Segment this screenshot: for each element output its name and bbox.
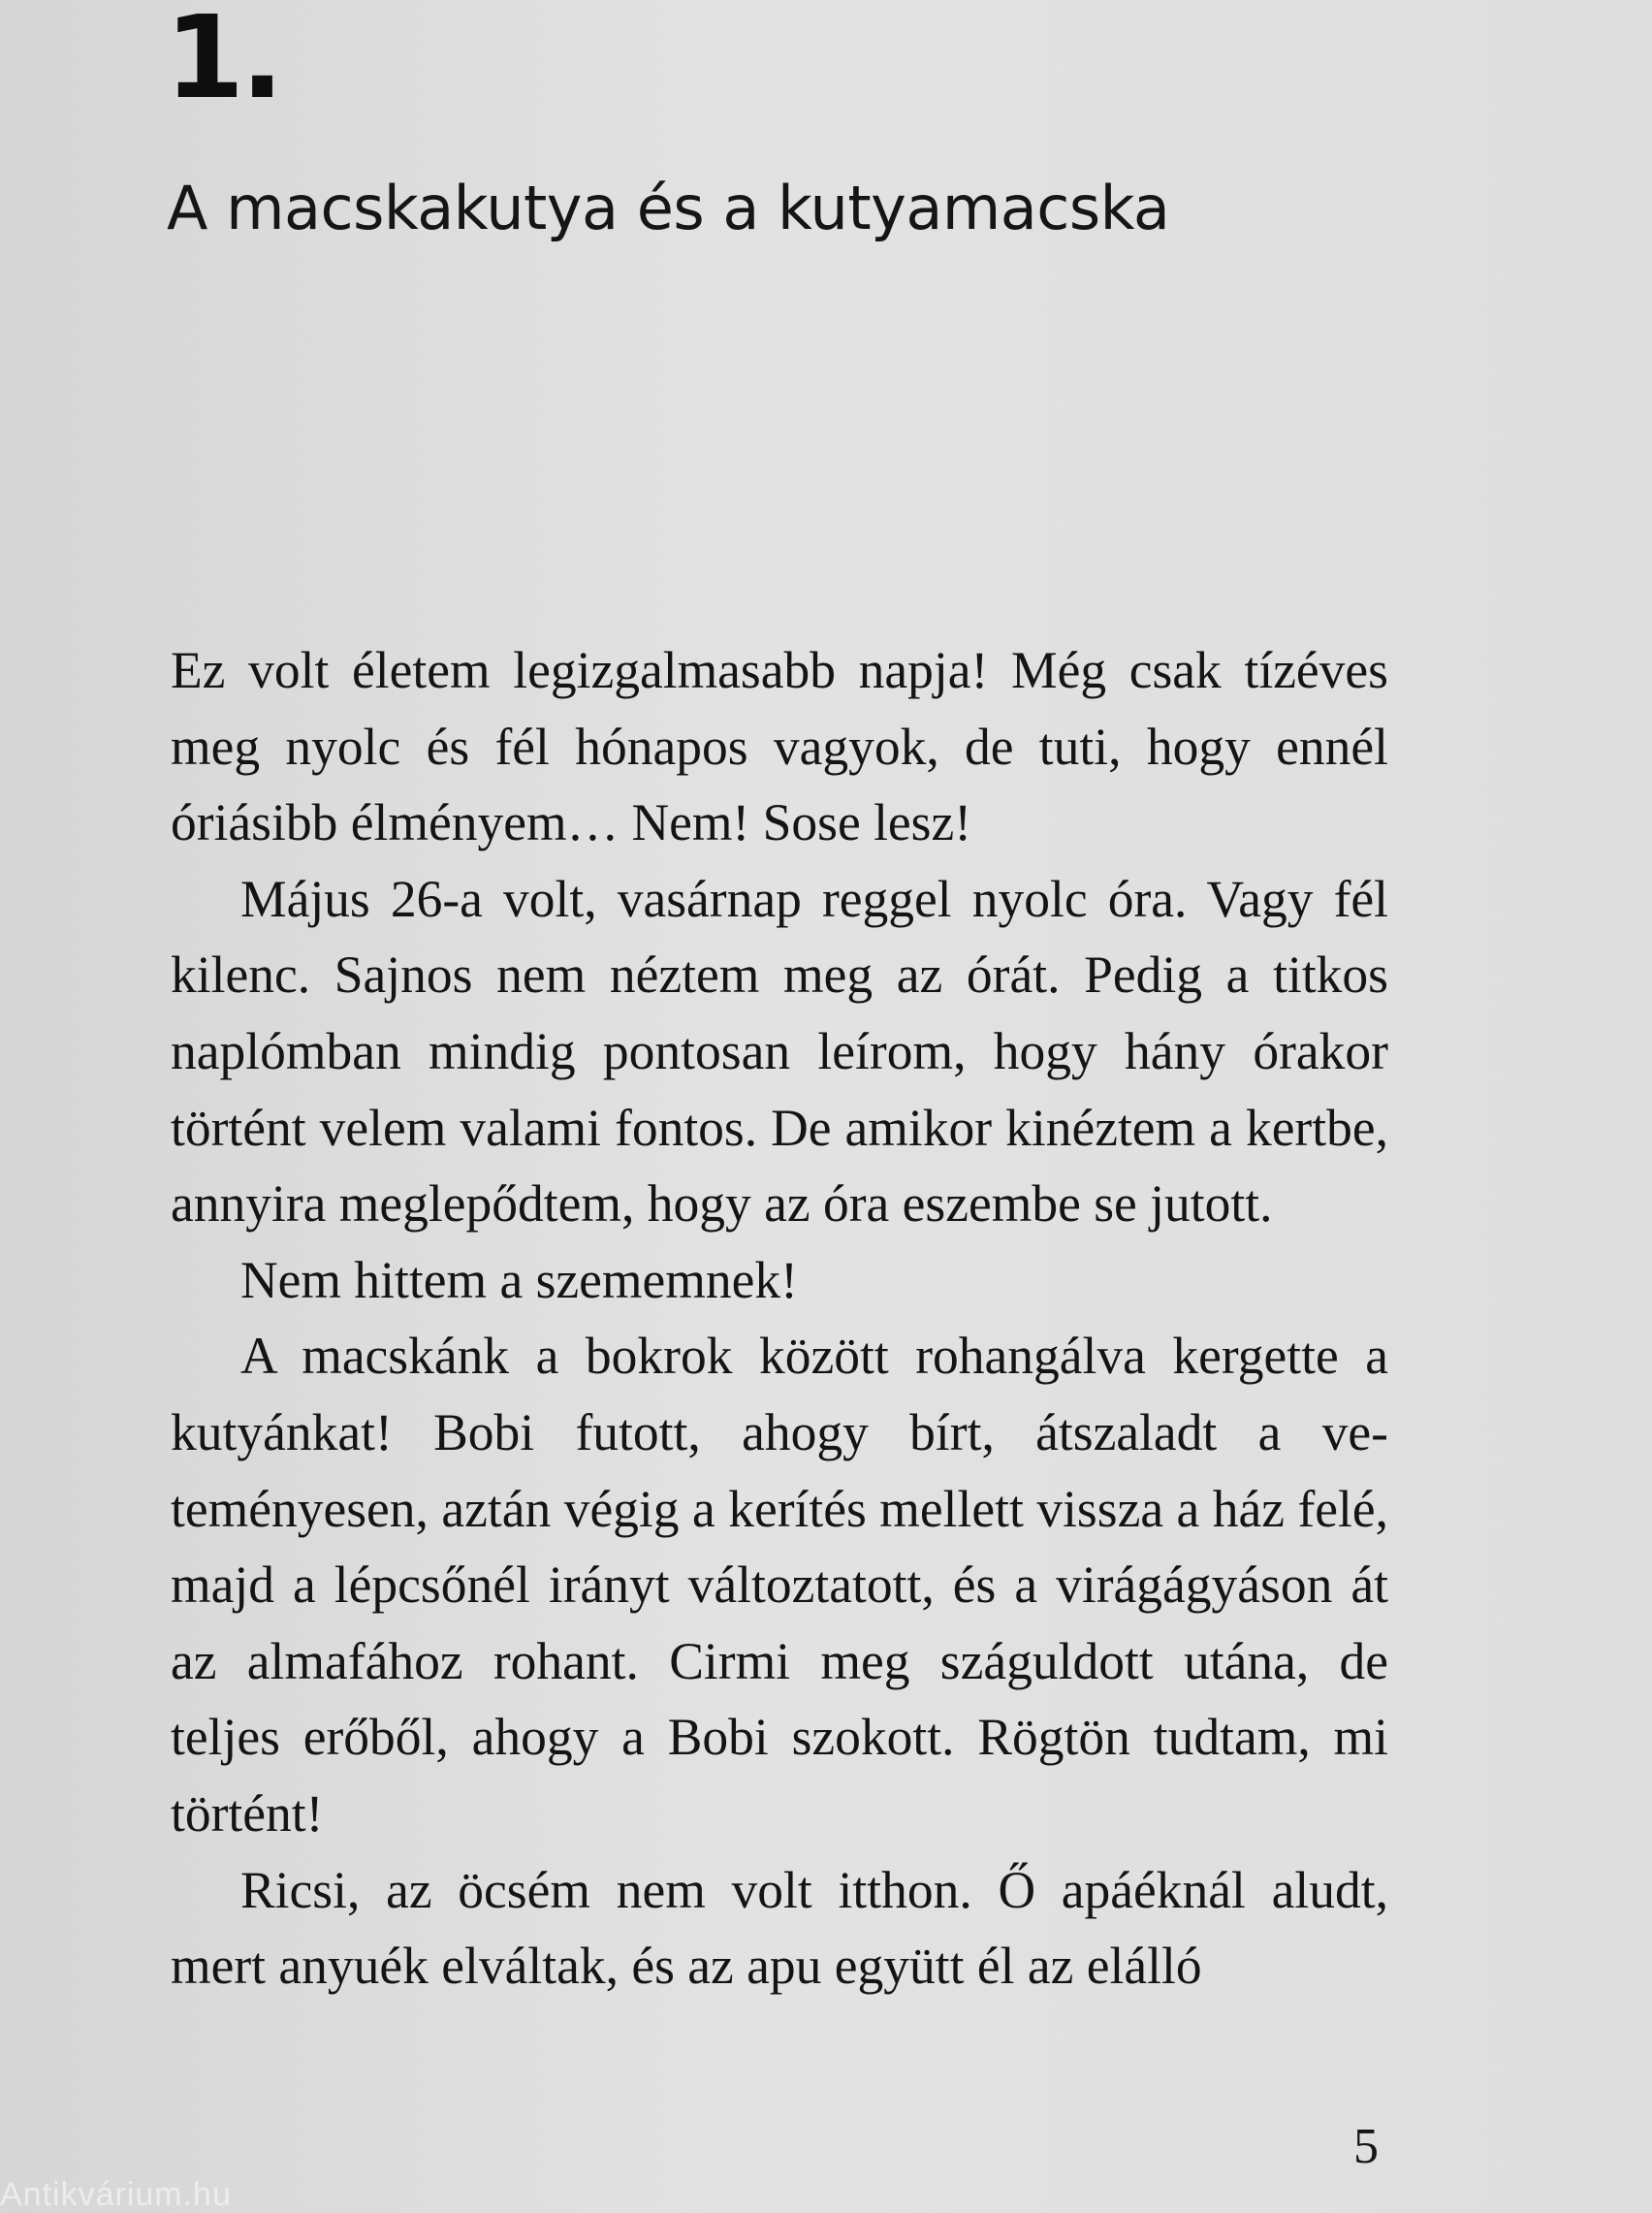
paragraph: Ez volt életem legizgalmasabb napja! Még csak tízéves meg nyolc és fél hónapos vagyok, de tuti, hogy ennél óriásibb élményem… Nem! Sose lesz! [171, 641, 1388, 852]
chapter-number: 1. [165, 0, 280, 124]
paragraph: Május 26-a volt, vasárnap reggel nyolc óra. Vagy fél kilenc. Sajnos nem néztem meg az órát. Pedig a titkos naplómban mindig pontosan leírom, hogy hány órakor történt velem valami fontos. De amikor kinéztem a kertbe, annyira meglepődtem, hogy az óra eszembe se jutott. [171, 869, 1388, 1234]
paragraph: Ricsi, az öcsém nem volt itthon. Ő apáéknál aludt, mert anyuék elváltak, és az apu együtt él az elálló [171, 1860, 1388, 1996]
watermark: Antikvárium.hu [0, 2176, 232, 2213]
chapter-body [171, 632, 1388, 2005]
chapter-title: A macskakutya és a kutyamacska [167, 173, 1170, 243]
paragraph: A macskánk a bokrok között rohangálva kergette a kutyánkat! Bobi futott, ahogy bírt, átszaladt a veteményesen, aztán végig a kerítés mellett vissza a ház felé, majd a lépcsőnél irányt változtatott, és a virágágyáson át az almafához rohant. Cirmi meg száguldott utána, de teljes erőből, ahogy a Bobi szokott. Rögtön tudtam, mi történt! [171, 1327, 1388, 1843]
page-number: 5 [1353, 2119, 1379, 2174]
paragraph: Nem hittem a szememnek! [240, 1250, 798, 1309]
